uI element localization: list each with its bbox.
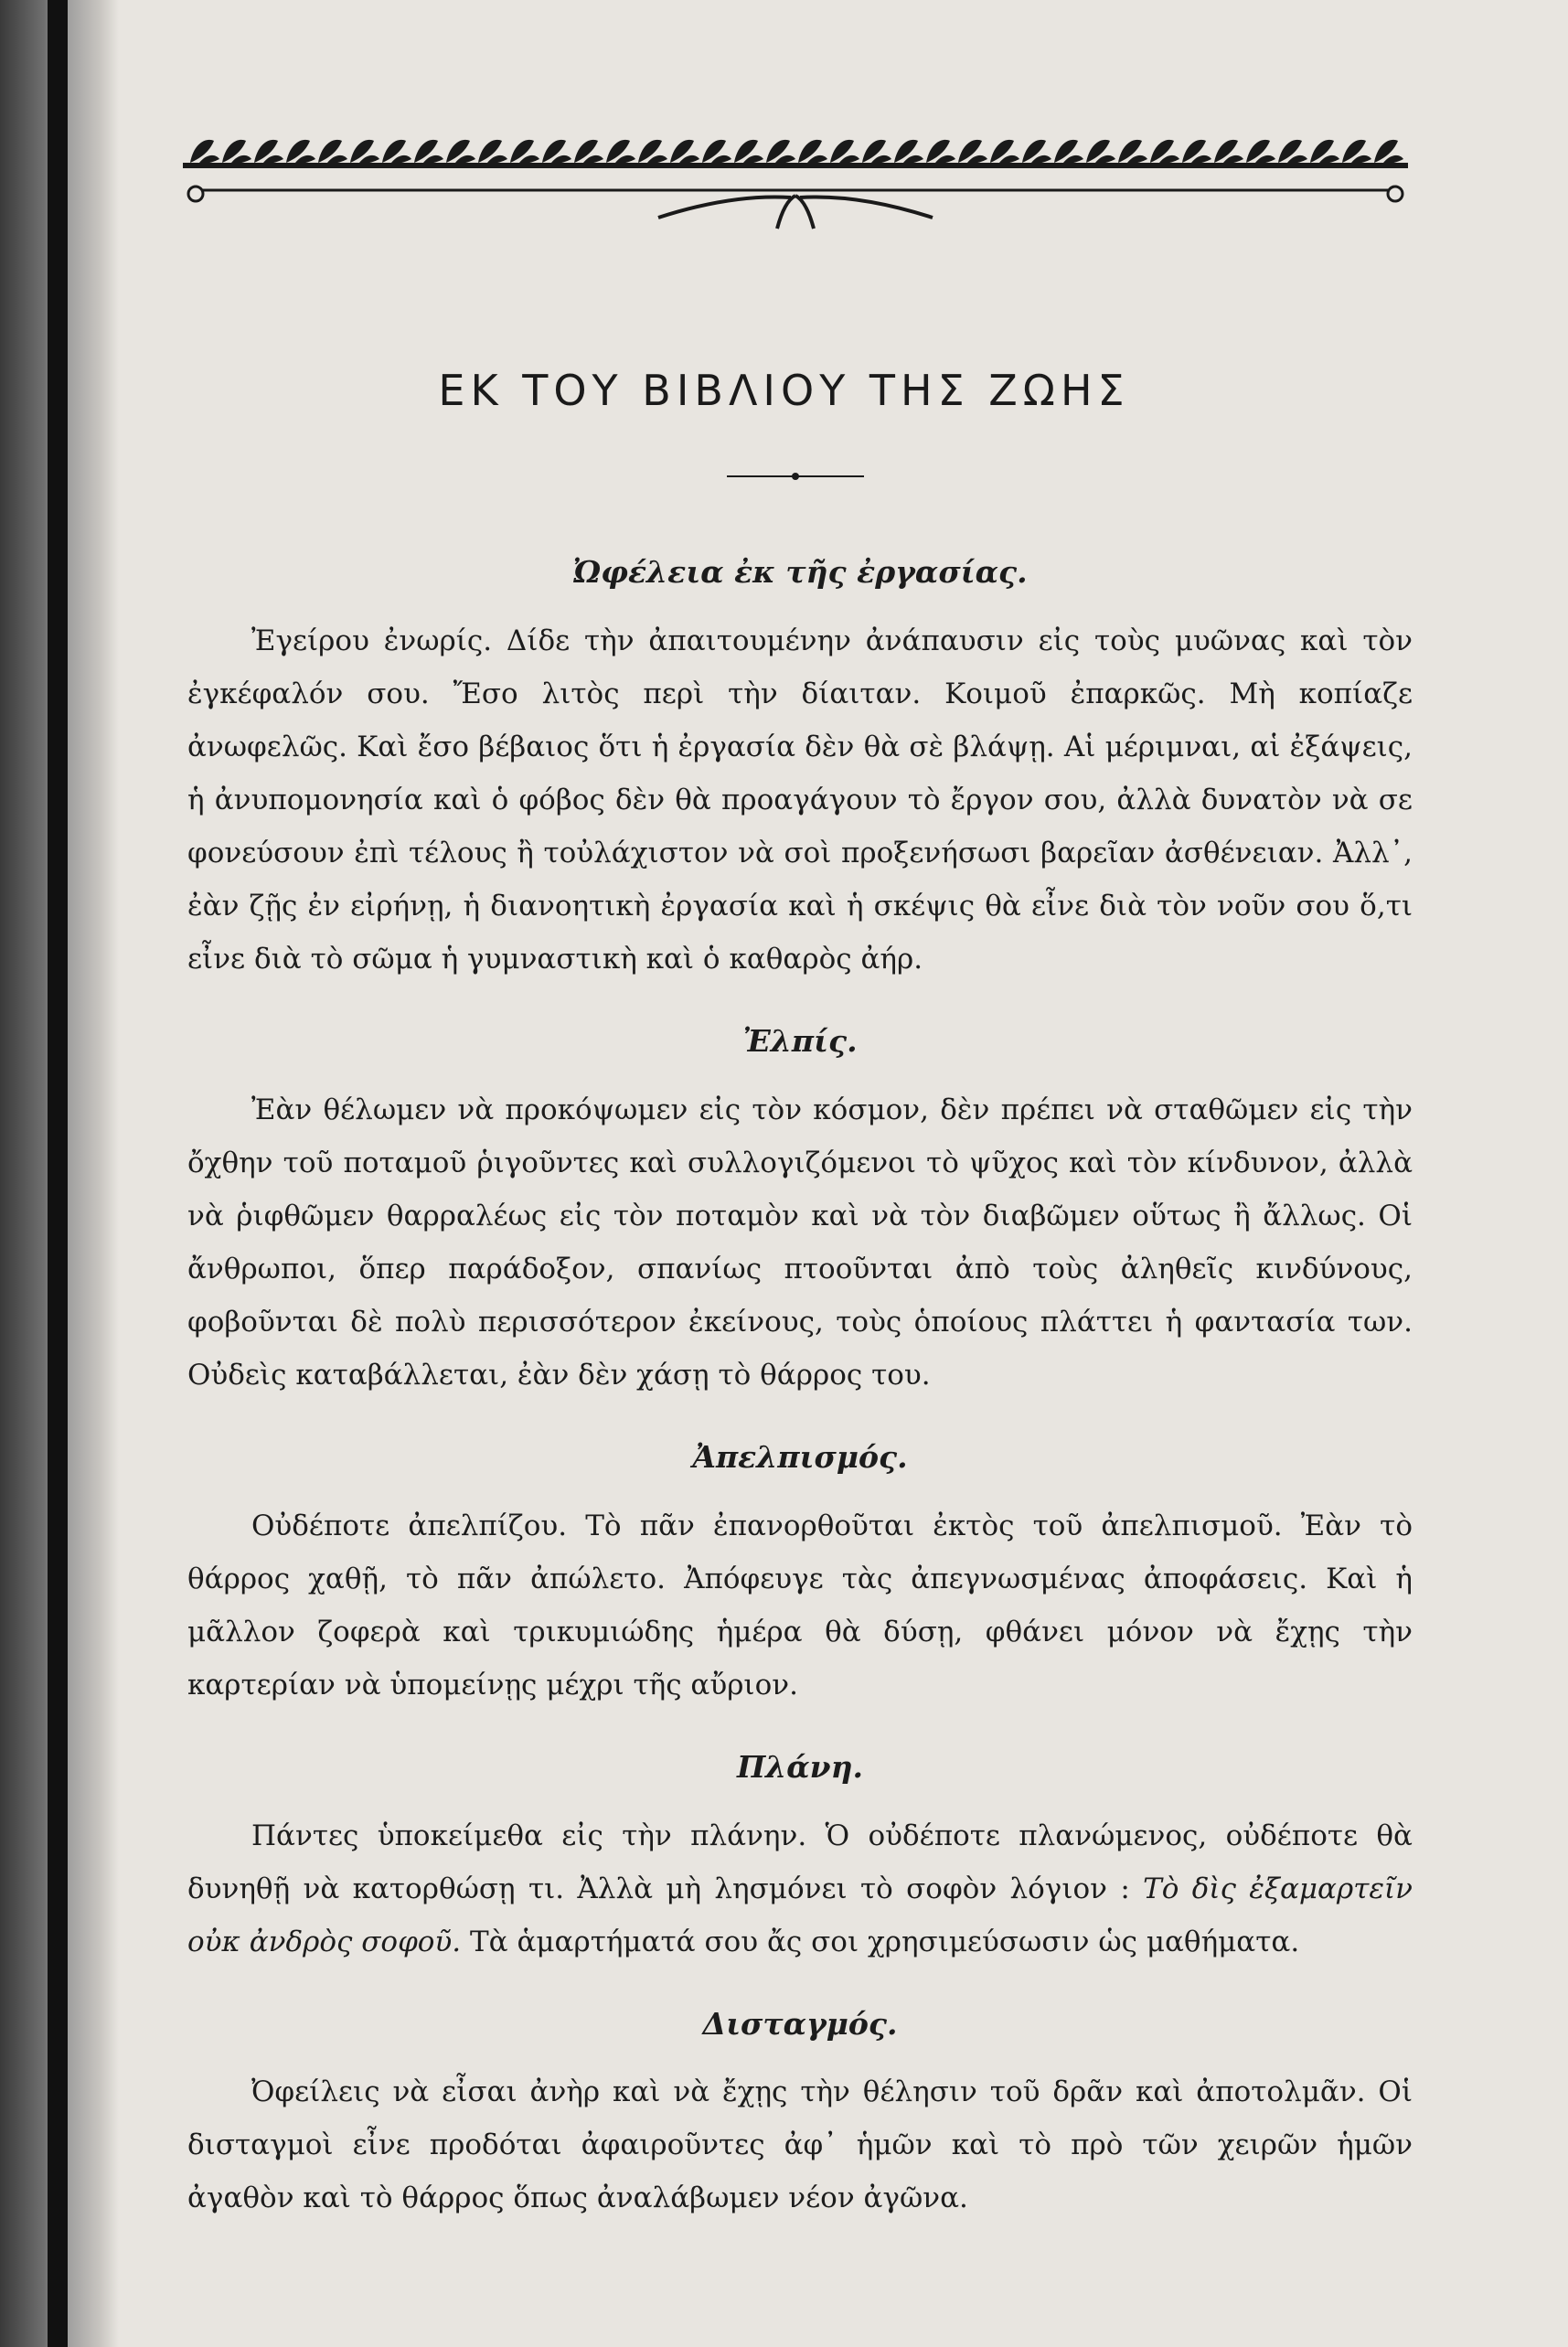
ornament-leaf (1342, 140, 1371, 164)
ornament-leaf (798, 140, 827, 164)
scroll-rule (188, 187, 1403, 201)
central-flourish (658, 196, 933, 229)
ornament-leaf (382, 140, 411, 164)
section-paragraph: Ἐγείρου ἐνωρίς. Δίδε τὴν ἀπαιτουμένην ἀνάπαυσιν εἰς τοὺς μυῶνας καὶ τὸν ἐγκέφαλόν σου. Ἔσο λιτὸς περὶ τὴν δίαιταν. Κοιμοῦ ἐπαρκῶς. Μὴ κοπίαζε ἀνωφελῶς. Καὶ ἔσο βέβαιος ὅτι ἡ ἐργασία δὲν θὰ σὲ βλάψῃ. Αἱ μέριμναι, αἱ ἐξάψεις, ἡ ἀνυπομονησία καὶ ὁ φόβος δὲν θὰ προαγάγουν τὸ ἔργον σου, ἀλλὰ δυνατὸν νὰ σε φονεύσουν ἐπὶ τέλους ἢ τοὐλάχιστον νὰ σοὶ προξενήσωσι βαρεῖαν ἀσθένειαν. Ἀλλ᾽, ἐὰν ζῇς ἐν εἰρήνῃ, ἡ διανοητικὴ ἐργασία καὶ ἡ σκέψις θὰ εἶνε διὰ τὸν νοῦν σου ὅ,τι εἶνε διὰ τὸ σῶμα ἡ γυμναστικὴ καὶ ὁ καθαρὸς ἀήρ. (187, 624, 1413, 976)
ornament-leaf (670, 140, 699, 164)
ornament-leaf (990, 140, 1019, 164)
ornament-leaf (478, 140, 507, 164)
paragraph-text: Πάντες ὑποκείμεθα εἰς τὴν πλάνην. Ὁ οὐδέποτε πλανώμενος, οὐδέποτε θὰ δυνηθῇ νὰ κατορθώσῃ τι. Ἀλλὰ μὴ λησμόνει τὸ σοφὸν λόγιον : (187, 1819, 1413, 1905)
section-paragraph: Ἐὰν θέλωμεν νὰ προκόψωμεν εἰς τὸν κόσμον, δὲν πρέπει νὰ σταθῶμεν εἰς τὴν ὄχθην τοῦ ποταμοῦ ῥιγοῦντες καὶ συλλογιζόμενοι τὸ ψῦχος καὶ τὸν κίνδυνον, ἀλλὰ νὰ ῥιφθῶμεν θαρραλέως εἰς τὸν ποταμὸν καὶ νὰ τὸν διαβῶμεν οὕτως ἢ ἄλλως. Οἱ ἄνθρωποι, ὅπερ παράδοξον, σπανίως πτοοῦνται ἀπὸ τοὺς ἀληθεῖς κινδύνους, φοβοῦνται δὲ πολὺ περισσότερον ἐκείνους, τοὺς ὁποίους πλάττει ἡ φαντασία των. Οὐδεὶς καταβάλλεται, ἐὰν δὲν χάσῃ τὸ θάρρος του. (187, 1093, 1413, 1392)
section-heading: Πλάνη. (736, 1748, 864, 1785)
ornament-leaf (1182, 140, 1211, 164)
ornament-leaf (190, 140, 219, 164)
leaf-border-band (183, 163, 1408, 168)
ornament-leaf (958, 140, 987, 164)
ornament-leaf (830, 140, 859, 164)
ornament-leaf (926, 140, 955, 164)
ornament-leaf (1246, 140, 1275, 164)
ornament-leaf (446, 140, 475, 164)
ornament-leaf (1214, 140, 1243, 164)
article-body (187, 553, 1413, 2261)
ornamental-headpiece (183, 110, 1408, 238)
ornament-leaf (862, 140, 891, 164)
ornament-leaf (702, 140, 731, 164)
section-heading: Δισταγμός. (702, 2005, 898, 2042)
section-despair (187, 1438, 1413, 1712)
ornament-leaf (1278, 140, 1307, 164)
section-heading: Ὠφέλεια ἐκ τῆς ἐργασίας. (572, 554, 1028, 590)
section-heading: Ἀπελπισμός. (692, 1438, 908, 1475)
ornament-leaf (318, 140, 347, 164)
ornament-leaf (542, 140, 571, 164)
section-paragraph (187, 1809, 1413, 1968)
ornament-leaf (638, 140, 667, 164)
section-hesitation (187, 2005, 1413, 2225)
ornament-leaf (286, 140, 315, 164)
ornament-leaf (1310, 140, 1339, 164)
section-heading: Ἐλπίς. (742, 1022, 858, 1059)
paragraph-text: Τὰ ἁμαρτήματά σου ἄς σοι χρησιμεύσωσιν ὡς μαθήματα. (461, 1925, 1300, 1958)
ornament-leaf (350, 140, 379, 164)
ornament-leaf (606, 140, 635, 164)
ornament-leaf (254, 140, 283, 164)
page-title: ΕΚ ΤΟΥ ΒΙΒΛΙΟΥ ΤΗΣ ΖΩΗΣ (438, 366, 1130, 415)
ornament-leaf (414, 140, 443, 164)
ornament-leaf (1118, 140, 1147, 164)
ornament-leaf (222, 140, 251, 164)
ornament-leaf (574, 140, 603, 164)
ornament-leaf (734, 140, 763, 164)
section-error (187, 1748, 1413, 1968)
ornament-leaf (1054, 140, 1083, 164)
ornament-leaf (1150, 140, 1179, 164)
ornament-leaf (510, 140, 539, 164)
ornament-leaf (766, 140, 795, 164)
ornament-leaf (1022, 140, 1051, 164)
ornament-leaf (1374, 140, 1403, 164)
quoted-saying: Τὸ δὶς ἐξαμαρτεῖν οὐκ ἀνδρὸς σοφοῦ. (187, 1872, 1413, 1958)
title-divider (727, 471, 864, 482)
ornament-leaf (1086, 140, 1115, 164)
section-paragraph: Ὀφείλεις νὰ εἶσαι ἀνὴρ καὶ νὰ ἔχῃς τὴν θέλησιν τοῦ δρᾶν καὶ ἀποτολμᾶν. Οἱ δισταγμοὶ εἶνε προδόται ἀφαιροῦντες ἀφ᾽ ἡμῶν καὶ τὸ πρὸ τῶν χειρῶν ἡμῶν ἀγαθὸν καὶ τὸ θάρρος ὅπως ἀναλάβωμεν νέον ἀγῶνα. (187, 2075, 1413, 2215)
section-benefit-of-work (187, 553, 1413, 986)
ornament-leaf (894, 140, 923, 164)
section-paragraph: Οὐδέποτε ἀπελπίζου. Τὸ πᾶν ἐπανορθοῦται ἐκτὸς τοῦ ἀπελπισμοῦ. Ἐὰν τὸ θάρρος χαθῇ, τὸ πᾶν ἀπώλετο. Ἀπόφευγε τὰς ἀπεγνωσμένας ἀποφάσεις. Καὶ ἡ μᾶλλον ζοφερὰ καὶ τρικυμιώδης ἡμέρα θὰ δύσῃ, φθάνει μόνον νὰ ἔχῃς τὴν καρτερίαν νὰ ὑπομείνῃς μέχρι τῆς αὔριον. (187, 1509, 1413, 1702)
section-hope (187, 1022, 1413, 1402)
book-binding-edge (48, 0, 68, 2347)
